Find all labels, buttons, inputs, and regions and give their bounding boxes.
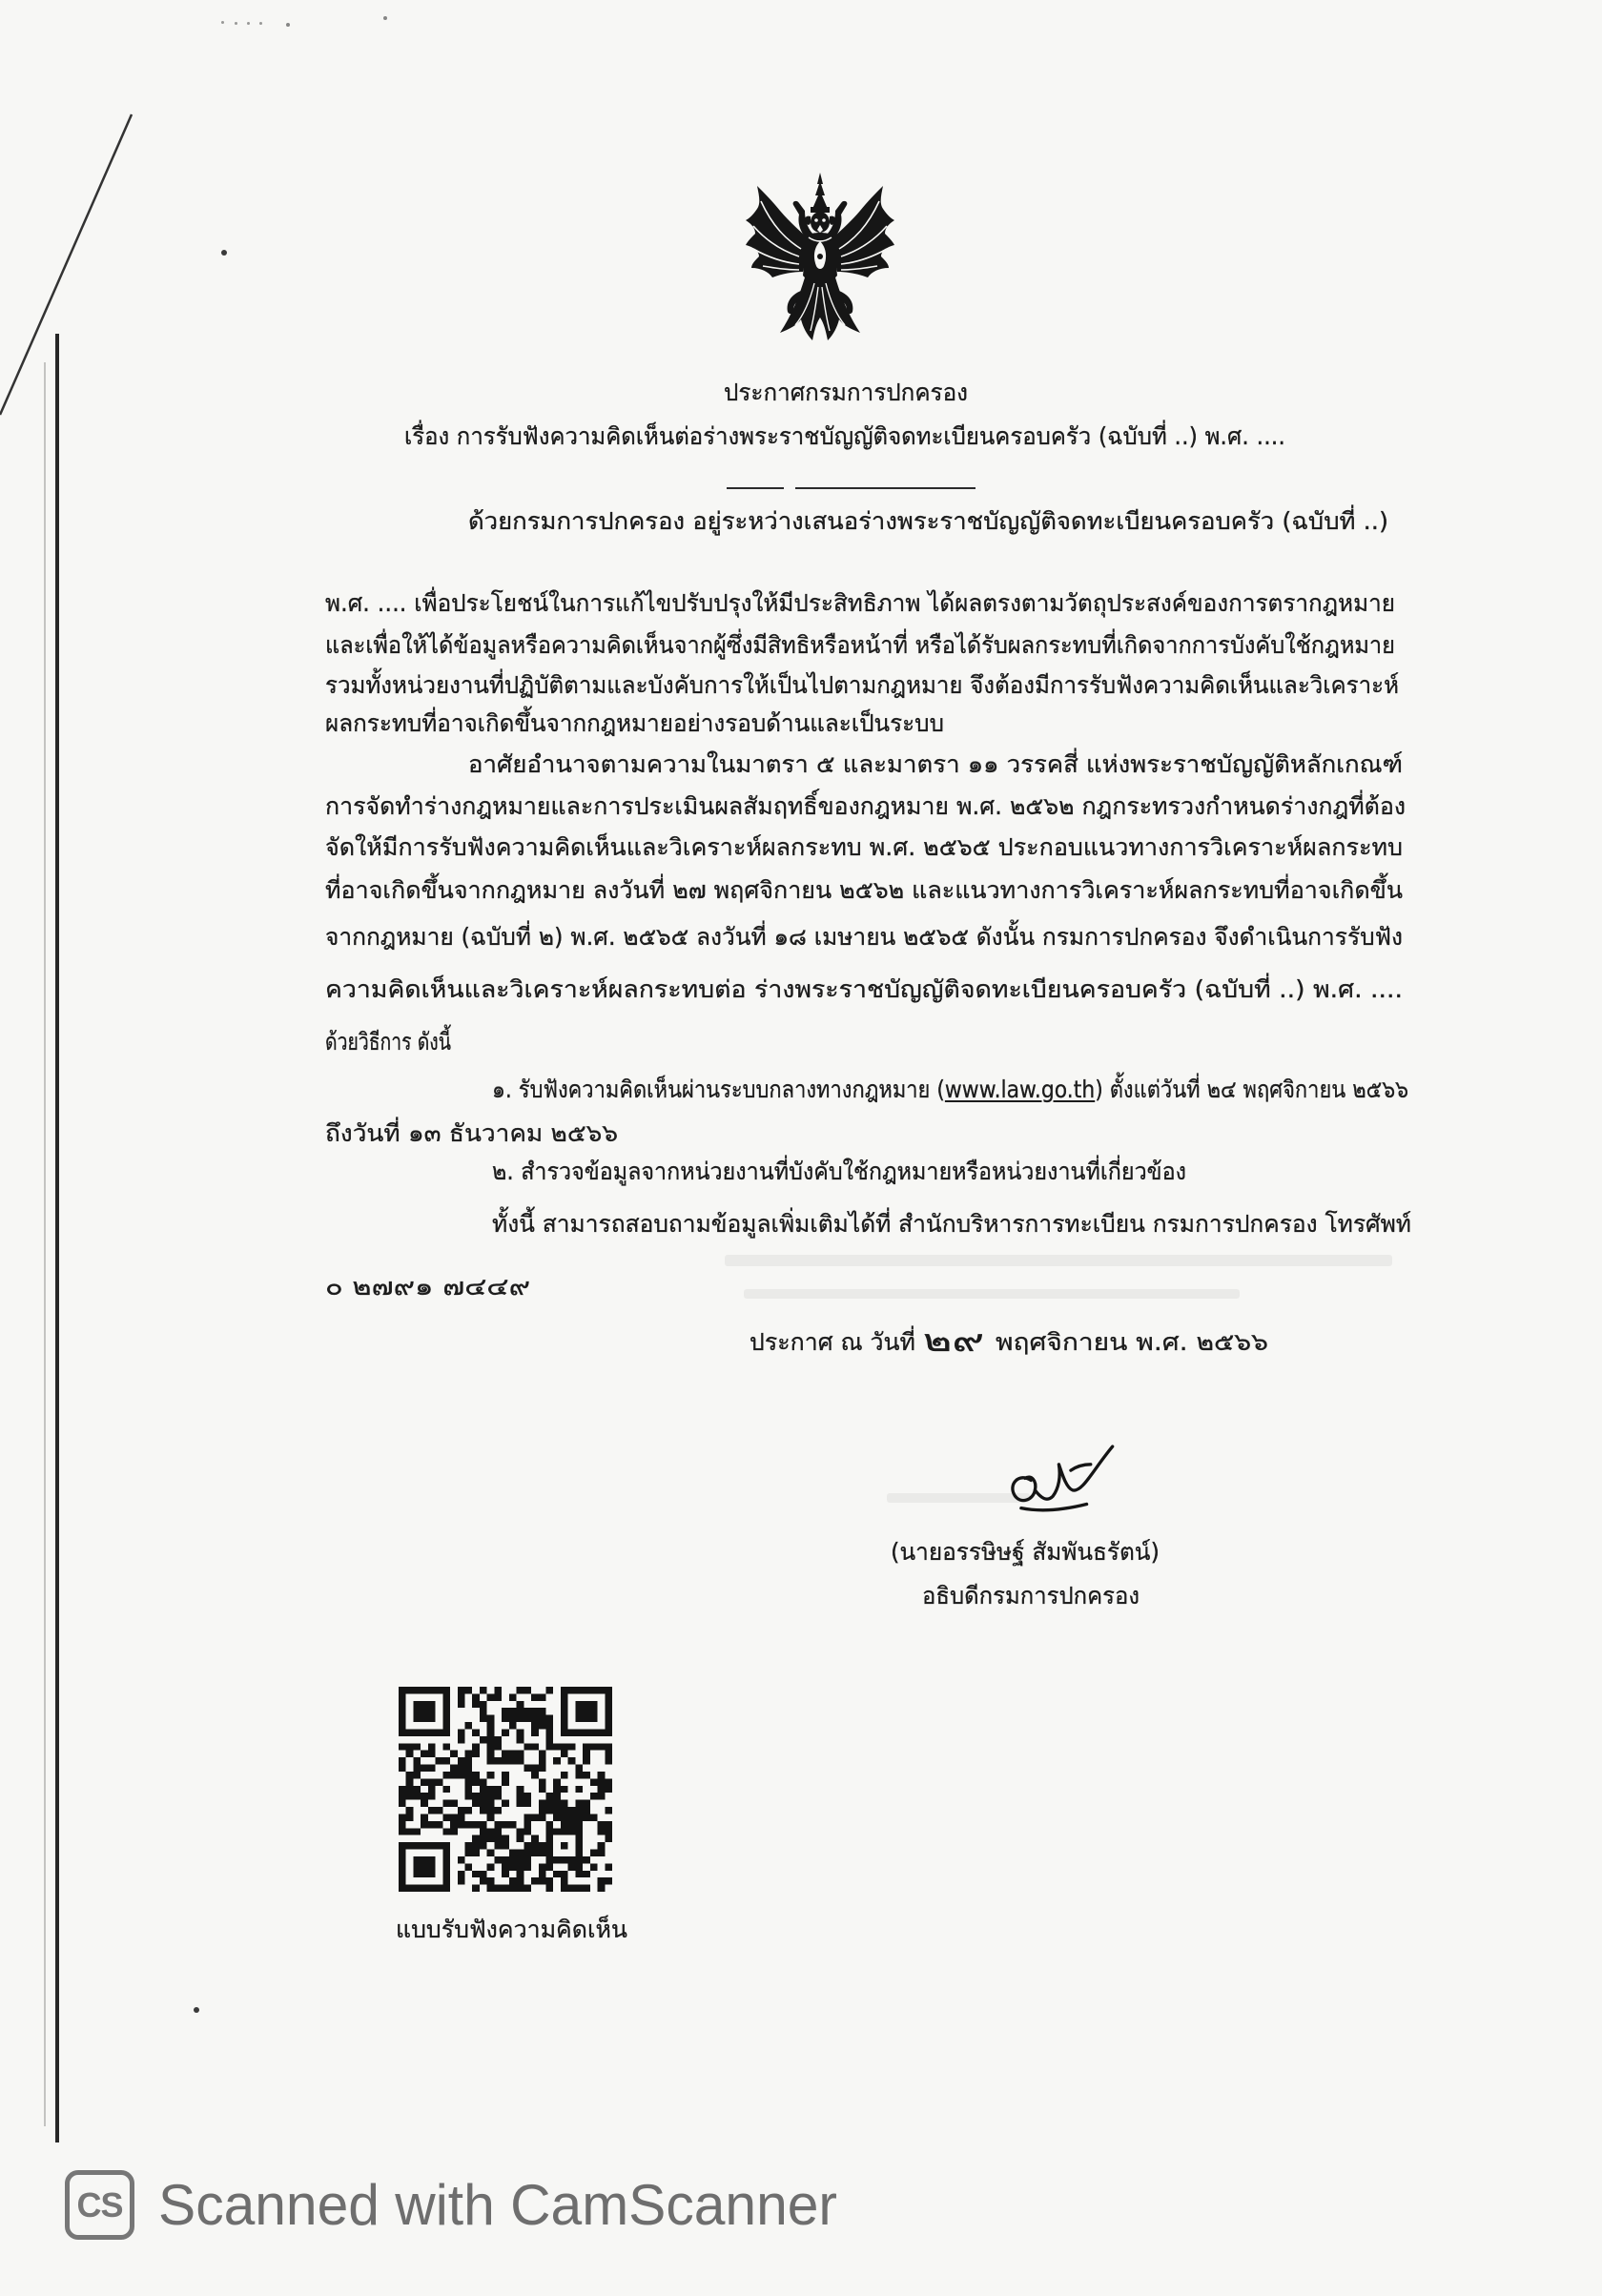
paragraph-2-line bbox=[468, 746, 1403, 784]
date-prefix-text: ประกาศ ณ วันที่ bbox=[750, 1328, 915, 1356]
paragraph-1-line-text: ผลกระทบที่อาจเกิดขึ้นจากกฎหมายอย่างรอบด้านและเป็นระบบ bbox=[325, 709, 944, 737]
signature-mark bbox=[1001, 1440, 1120, 1521]
paragraph-2-line-text: ที่อาจเกิดขึ้นจากกฎหมาย ลงวันที่ ๒๗ พฤศจิกายน ๒๕๖๒ และแนวทางการวิเคราะห์ผลกระทบที่อาจเกิดขึ้น bbox=[325, 876, 1403, 904]
scan-edge-diagonal bbox=[0, 95, 153, 429]
scan-speck bbox=[221, 250, 227, 256]
paragraph-1-line-text: ด้วยกรมการปกครอง อยู่ระหว่างเสนอร่างพระราชบัญญัติจดทะเบียนครอบครัว (ฉบับที่ ..) bbox=[468, 507, 1388, 535]
heading-divider bbox=[727, 487, 784, 489]
law-portal-link: www.law.go.th bbox=[944, 1076, 1096, 1103]
method-item-1-continuation-text: ถึงวันที่ ๑๓ ธันวาคม ๒๕๖๖ bbox=[325, 1119, 618, 1147]
scan-speck bbox=[221, 21, 224, 24]
scan-speck bbox=[286, 23, 290, 27]
contact-phone bbox=[325, 1268, 530, 1306]
method-item-1-prefix: ๑. รับฟังความคิดเห็นผ่านระบบกลางทางกฎหมาย ( bbox=[492, 1076, 945, 1103]
paragraph-2-line-text: จากกฎหมาย (ฉบับที่ ๒) พ.ศ. ๒๕๖๕ ลงวันที่ ๑๘ เมษายน ๒๕๖๕ ดังนั้น กรมการปกครอง จึงดำเนินการรับฟัง bbox=[325, 923, 1403, 951]
paragraph-2-line-text: การจัดทำร่างกฎหมายและการประเมินผลสัมฤทธิ์ของกฎหมาย พ.ศ. ๒๕๖๒ กฎกระทรวงกำหนดร่างกฎที่ต้อง bbox=[325, 792, 1406, 820]
bleed-through-mark bbox=[744, 1289, 1240, 1299]
paragraph-1-line bbox=[325, 705, 944, 743]
paragraph-2-line bbox=[325, 1023, 451, 1061]
camscanner-watermark bbox=[158, 2171, 837, 2240]
bleed-through-mark bbox=[725, 1255, 1392, 1266]
paragraph-2-line bbox=[325, 788, 1406, 826]
scan-speck bbox=[383, 16, 387, 20]
method-item-2-text: ๒. สำรวจข้อมูลจากหน่วยงานที่บังคับใช้กฎหมายหรือหน่วยงานที่เกี่ยวข้อง bbox=[492, 1158, 1186, 1185]
scan-speck bbox=[247, 22, 250, 25]
paragraph-2-line bbox=[325, 918, 1403, 956]
scan-edge-shadow bbox=[44, 362, 46, 2126]
paragraph-1-line-text: และเพื่อให้ได้ข้อมูลหรือความคิดเห็นจากผู้ซึ่งมีสิทธิหรือหน้าที่ หรือได้รับผลกระทบที่เกิดจากการบังคับใช้กฎหมาย bbox=[325, 631, 1395, 659]
paragraph-2-line bbox=[325, 829, 1403, 867]
paragraph-1-line-text: รวมทั้งหน่วยงานที่ปฏิบัติตามและบังคับการให้เป็นไปตามกฎหมาย จึงต้องมีการรับฟังความคิดเห็นและวิเคราะห์ bbox=[325, 671, 1399, 699]
qr-caption bbox=[396, 1911, 627, 1949]
paragraph-1-line bbox=[468, 502, 1388, 541]
signatory-name bbox=[891, 1533, 1160, 1571]
date-prefix bbox=[750, 1323, 915, 1362]
scan-speck bbox=[194, 2007, 199, 2013]
scan-edge-vertical bbox=[55, 334, 59, 2142]
contact-line-text: ทั้งนี้ สามารถสอบถามข้อมูลเพิ่มเติมได้ที่ สำนักบริหารการทะเบียน กรมการปกครอง โทรศัพท์ bbox=[492, 1210, 1411, 1238]
camscanner-watermark-text: Scanned with CamScanner bbox=[158, 2173, 837, 2237]
date-suffix bbox=[996, 1323, 1268, 1362]
method-item-1-text bbox=[492, 1071, 1408, 1109]
date-day bbox=[923, 1320, 984, 1362]
paragraph-2-line-text: ด้วยวิธีการ ดังนี้ bbox=[325, 1028, 451, 1056]
contact-line bbox=[492, 1205, 1411, 1243]
scan-speck bbox=[235, 22, 237, 25]
signatory-position-text: อธิบดีกรมการปกครอง bbox=[922, 1582, 1140, 1609]
announcement-subject-text: เรื่อง การรับฟังความคิดเห็นต่อร่างพระราชบัญญัติจดทะเบียนครอบครัว (ฉบับที่ ..) พ.ศ. .... bbox=[404, 422, 1285, 450]
method-item-2 bbox=[492, 1153, 1186, 1191]
method-item-1-continuation bbox=[325, 1115, 618, 1153]
scan-speck bbox=[259, 22, 262, 25]
qr-caption-text: แบบรับฟังความคิดเห็น bbox=[396, 1916, 627, 1943]
garuda-emblem bbox=[744, 173, 896, 340]
date-suffix-text: พฤศจิกายน พ.ศ. ๒๕๖๖ bbox=[996, 1328, 1268, 1356]
paragraph-2-line-text: อาศัยอำนาจตามความในมาตรา ๕ และมาตรา ๑๑ วรรคสี่ แห่งพระราชบัญญัติหลักเกณฑ์ bbox=[468, 750, 1403, 778]
announcement-title-text: ประกาศกรมการปกครอง bbox=[724, 379, 968, 406]
paragraph-2-line-text: จัดให้มีการรับฟังความคิดเห็นและวิเคราะห์ผลกระทบ พ.ศ. ๒๕๖๕ ประกอบแนวทางการวิเคราะห์ผลกระทบ bbox=[325, 833, 1403, 861]
paragraph-1-line bbox=[325, 584, 1395, 623]
signatory-position bbox=[922, 1577, 1140, 1615]
paragraph-2-line bbox=[325, 871, 1403, 910]
method-item-1-suffix: ) ตั้งแต่วันที่ ๒๔ พฤศจิกายน ๒๕๖๖ bbox=[1095, 1076, 1408, 1103]
paragraph-2-line bbox=[325, 971, 1403, 1009]
date-day-text: ๒๙ bbox=[923, 1322, 984, 1359]
paragraph-1-line-text: พ.ศ. .... เพื่อประโยชน์ในการแก้ไขปรับปรุงให้มีประสิทธิภาพ ได้ผลตรงตามวัตถุประสงค์ของการตรากฎหมาย bbox=[325, 589, 1395, 617]
method-item-1 bbox=[492, 1071, 1408, 1109]
paragraph-2-line-text: ความคิดเห็นและวิเคราะห์ผลกระทบต่อ ร่างพระราชบัญญัติจดทะเบียนครอบครัว (ฉบับที่ ..) พ.ศ. .... bbox=[325, 975, 1403, 1003]
paragraph-1-line bbox=[325, 666, 1399, 705]
qr-code bbox=[399, 1687, 612, 1892]
announcement-subject bbox=[404, 418, 1285, 456]
signatory-name-text: (นายอรรษิษฐ์ สัมพันธรัตน์) bbox=[891, 1538, 1160, 1566]
paragraph-1-line bbox=[325, 626, 1395, 665]
camscanner-logo: CS bbox=[65, 2170, 134, 2240]
heading-divider bbox=[795, 487, 976, 489]
announcement-title bbox=[724, 374, 968, 412]
contact-phone-text: ๐ ๒๗๙๑ ๗๔๔๙ bbox=[325, 1273, 530, 1301]
